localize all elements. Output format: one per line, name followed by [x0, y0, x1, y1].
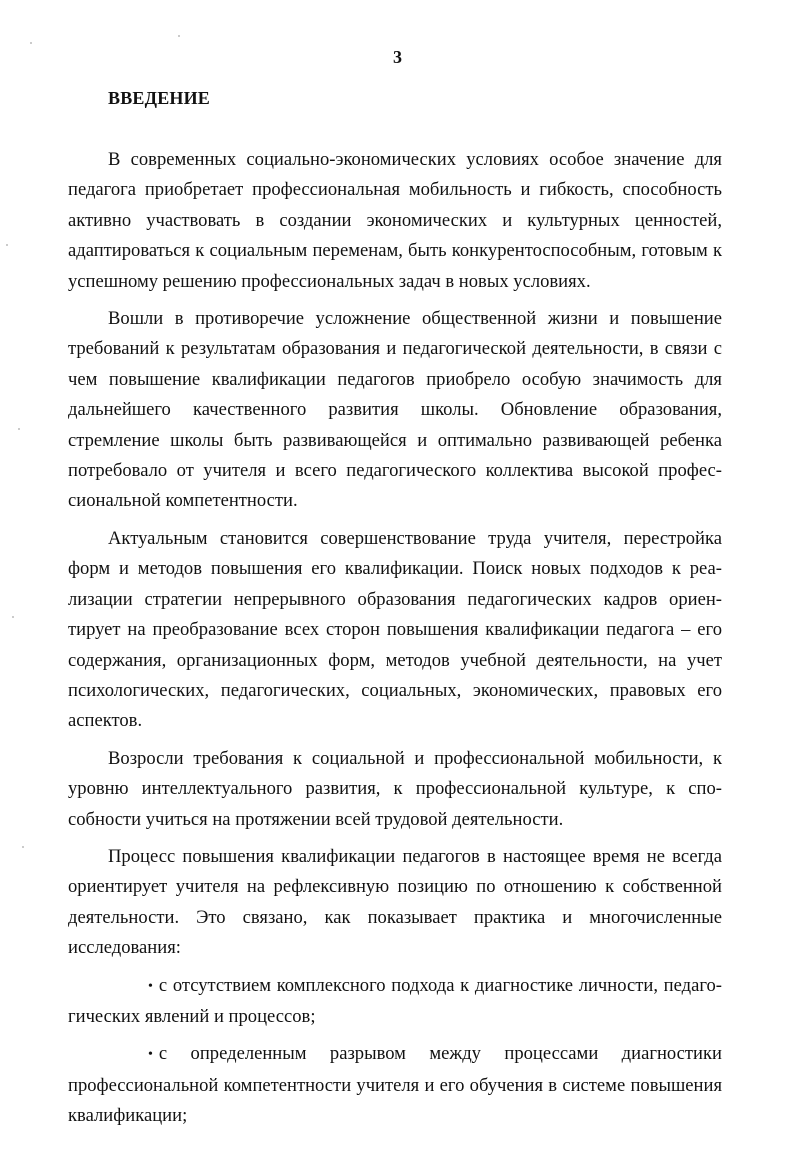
bullet-icon: • [148, 978, 153, 994]
list-item [68, 971, 722, 1033]
list-item-text: с определенным разрывом между процессами диагностики профессиональной компетентности учителя и его обучения в системе повышения квалификации; [68, 1043, 722, 1127]
bullet-icon: • [148, 1047, 153, 1063]
paragraph: Процесс повышения квалификации педагогов в настоящее время не всегда ориентирует учителя на рефлексивную позицию по отношению к собственной деятельности. Это связано, как показывает практика и многочисленные исследования: [68, 845, 722, 959]
scan-speck [22, 846, 24, 848]
page-number: 3 [393, 47, 402, 67]
scan-speck [12, 616, 14, 618]
body-text [68, 145, 722, 1139]
paragraph: Возросли требования к социальной и профессиональной мобильности, к уровню интеллектуального развития, к профессиональной культуре, к способности учиться на протяжении всей трудовой деятельности. [68, 747, 722, 830]
scan-speck [178, 35, 180, 37]
paragraph: В современных социально-экономических условиях особое значение для педагога приобретает профессиональная мобильность и гибкость, способность активно участвовать в создании экономических и культурных ценностей, адаптироваться к социальным переменам, быть конкурентоспособным, готовым к успешному решению профессиональных задач в новых условиях. [68, 149, 722, 292]
scan-speck [18, 428, 20, 430]
scan-speck [6, 244, 8, 246]
paragraph: Вошли в противоречие усложнение общественной жизни и повышение требований к результатам образования и педагогической деятельности, в связи с чем повышение квалификации педагогов приобрело особую значимость для дальнейшего качественного развития школы. Обновление образования, стремление школы быть развивающейся и оптимально развивающей ребенка потребовало от учителя и всего педагогического коллектива высокой профессиональной компетентности. [68, 308, 722, 512]
section-heading: ВВЕДЕНИЕ [108, 88, 211, 108]
list-item-text: с отсутствием комплексного подхода к диагностике личности, педагогических явлений и процессов; [68, 974, 722, 1027]
list-item [68, 1039, 722, 1131]
scan-speck [30, 42, 32, 44]
paragraph: Актуальным становится совершенствование труда учителя, перестройка форм и методов повышения его квалификации. Поиск новых подходов к реализации стратегии непрерывного образования педагогических кадров ориентирует на преобразование всех сторон повышения квалификации педагога – его содержания, организационных форм, методов учебной деятельности, на учет психологических, педагогических, социальных, экономических, правовых его аспектов. [68, 527, 722, 732]
